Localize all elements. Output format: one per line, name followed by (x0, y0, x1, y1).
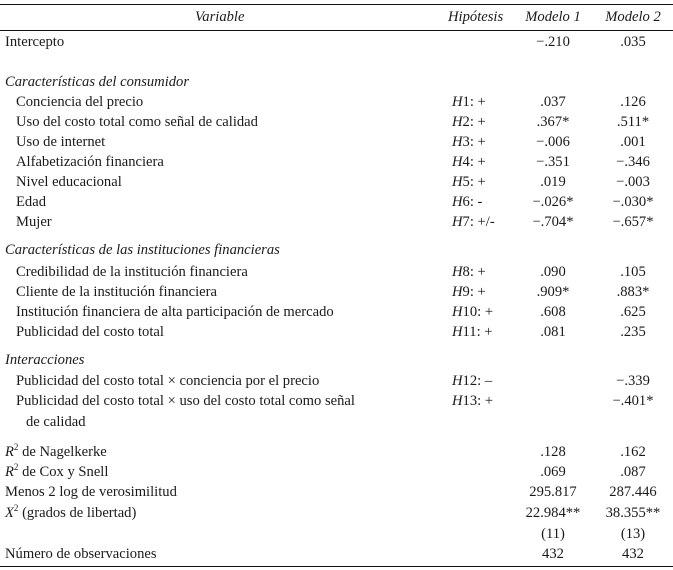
hypothesis-letter: H (452, 304, 463, 320)
stat-symbol: R (5, 444, 14, 460)
table-row-intercept (0, 32, 673, 52)
model1-value: .608 (540, 304, 566, 320)
model2-value: .625 (620, 304, 646, 320)
stat-label (5, 503, 136, 523)
hypothesis-sign: 5: + (462, 174, 486, 190)
row-label-continued: de calidad (26, 414, 86, 430)
stat-symbol: X (5, 505, 14, 521)
row-label: Uso del costo total como señal de calidad (16, 114, 258, 130)
model2-value: .511* (616, 114, 650, 130)
header-variable: Variable (195, 9, 245, 25)
section-header (0, 240, 673, 260)
model2-value: 432 (622, 546, 644, 562)
model2-value: .126 (620, 94, 646, 110)
model1-value: .081 (540, 324, 566, 340)
hypothesis-letter: H (452, 94, 463, 110)
hypothesis-cell (452, 152, 486, 172)
model2-value: .087 (620, 464, 646, 480)
stats-row (0, 442, 673, 462)
table-row (0, 112, 673, 132)
stats-row (0, 524, 673, 544)
model1-value: −.351 (536, 154, 570, 170)
hypothesis-letter: H (452, 174, 463, 190)
model2-value: .001 (620, 134, 646, 150)
hypothesis-letter: H (452, 393, 463, 409)
hypothesis-cell (452, 212, 495, 232)
hypothesis-letter: H (452, 373, 463, 389)
hypothesis-sign: 9: + (462, 284, 486, 300)
model2-value: .883* (616, 284, 650, 300)
row-label: Intercepto (5, 34, 65, 50)
hypothesis-sign: 7: +/- (462, 214, 495, 230)
model1-value: (11) (541, 526, 565, 542)
section-title: Características del consumidor (5, 74, 190, 90)
model2-value: −.003 (616, 174, 650, 190)
stat-label (5, 462, 108, 482)
hypothesis-letter: H (452, 284, 463, 300)
header-model2: Modelo 2 (605, 9, 661, 25)
hypothesis-letter: H (452, 324, 463, 340)
hypothesis-cell (452, 302, 493, 322)
hypothesis-letter: H (452, 154, 463, 170)
row-label: Publicidad del costo total (16, 324, 164, 340)
hypothesis-sign: 8: + (462, 264, 486, 280)
hypothesis-sign: 10: + (462, 304, 494, 320)
hypothesis-cell (452, 371, 492, 391)
header-model1: Modelo 1 (525, 9, 581, 25)
model2-value: (13) (620, 526, 646, 542)
model1-value: .090 (540, 264, 566, 280)
hypothesis-sign: 3: + (462, 134, 486, 150)
hypothesis-cell (452, 391, 493, 411)
hypothesis-letter: H (452, 264, 463, 280)
model2-value: .105 (620, 264, 646, 280)
stat-label-text: de Cox y Snell (18, 464, 109, 480)
hypothesis-sign: 11: + (462, 324, 493, 340)
row-label: Credibilidad de la institución financiera (16, 264, 248, 280)
table-row (0, 302, 673, 322)
hypothesis-sign: 4: + (462, 154, 486, 170)
row-label: Mujer (16, 214, 52, 230)
table-row (0, 322, 673, 342)
row-label: Edad (16, 194, 46, 210)
model2-value: .235 (620, 324, 646, 340)
bottom-rule (0, 566, 673, 567)
stat-superscript: 2 (13, 442, 19, 453)
section-title: Características de las instituciones financieras (5, 242, 280, 258)
model1-value: −.704* (532, 214, 574, 230)
table-row (0, 371, 673, 391)
row-label: Nivel educacional (16, 174, 122, 190)
hypothesis-cell (452, 92, 486, 112)
stat-label-text: (grados de libertad) (18, 505, 137, 521)
model2-value: .035 (620, 34, 646, 50)
hypothesis-cell (452, 112, 486, 132)
header-rule (0, 30, 673, 31)
hypothesis-cell (452, 282, 486, 302)
table-row (0, 262, 673, 282)
model2-value: .162 (620, 444, 646, 460)
table-row (0, 282, 673, 302)
hypothesis-letter: H (452, 214, 463, 230)
model1-value: 432 (542, 546, 564, 562)
hypothesis-sign: 1: + (462, 94, 486, 110)
row-label: Uso de internet (16, 134, 106, 150)
model2-value: −.339 (616, 373, 650, 389)
stat-symbol: R (5, 464, 14, 480)
stat-superscript: 2 (13, 462, 19, 473)
stat-label-text: Menos 2 log de verosimilitud (5, 484, 177, 500)
row-label: Publicidad del costo total × conciencia por el precio (16, 373, 320, 389)
model2-value: −.030* (612, 194, 654, 210)
row-label: Institución financiera de alta participación de mercado (16, 304, 334, 320)
hypothesis-sign: 13: + (462, 393, 494, 409)
table-row (0, 92, 673, 112)
row-label: Conciencia del precio (16, 94, 144, 110)
stats-row (0, 503, 673, 523)
hypothesis-sign: 2: + (462, 114, 486, 130)
section-title: Interacciones (5, 352, 85, 368)
stats-row (0, 462, 673, 482)
top-rule (0, 4, 673, 5)
stat-label-text: de Nagelkerke (18, 444, 107, 460)
hypothesis-letter: H (452, 114, 463, 130)
hypothesis-letter: H (452, 134, 463, 150)
model1-value: .909* (536, 284, 570, 300)
model1-value: −.210 (536, 34, 570, 50)
stats-row (0, 544, 673, 564)
model2-value: 287.446 (609, 484, 657, 500)
hypothesis-cell (452, 322, 493, 342)
model1-value: .037 (540, 94, 566, 110)
model1-value: 295.817 (529, 484, 577, 500)
stat-label (5, 482, 177, 502)
stat-label-text: Número de observaciones (5, 546, 157, 562)
model1-value: .367* (536, 114, 570, 130)
table-header (0, 7, 673, 27)
stats-row (0, 482, 673, 502)
table-row (0, 391, 673, 411)
hypothesis-sign: 6: - (462, 194, 483, 210)
section-header (0, 350, 673, 370)
model1-value: 22.984** (525, 505, 581, 521)
stat-superscript: 2 (13, 503, 19, 514)
model2-value: 38.355** (605, 505, 661, 521)
row-label: Alfabetización financiera (16, 154, 164, 170)
table-row (0, 212, 673, 232)
stat-label (5, 544, 157, 564)
hypothesis-sign: 12: – (462, 373, 493, 389)
section-header (0, 72, 673, 92)
hypothesis-cell (452, 172, 486, 192)
table-row (0, 152, 673, 172)
hypothesis-cell (452, 262, 486, 282)
table-row (0, 172, 673, 192)
row-label: Cliente de la institución financiera (16, 284, 217, 300)
table-row-continuation (0, 412, 673, 432)
table-row (0, 132, 673, 152)
header-hypothesis: Hipótesis (448, 9, 504, 25)
model2-value: −.657* (612, 214, 654, 230)
model1-value: .069 (540, 464, 566, 480)
row-label: Publicidad del costo total × uso del costo total como señal (16, 393, 355, 409)
model1-value: .128 (540, 444, 566, 460)
hypothesis-letter: H (452, 194, 463, 210)
model1-value: .019 (540, 174, 566, 190)
model1-value: −.026* (532, 194, 574, 210)
model2-value: −.346 (616, 154, 650, 170)
hypothesis-cell (452, 132, 486, 152)
hypothesis-cell (452, 192, 482, 212)
model2-value: −.401* (612, 393, 654, 409)
table-row (0, 192, 673, 212)
stat-label (5, 442, 107, 462)
model1-value: −.006 (536, 134, 570, 150)
